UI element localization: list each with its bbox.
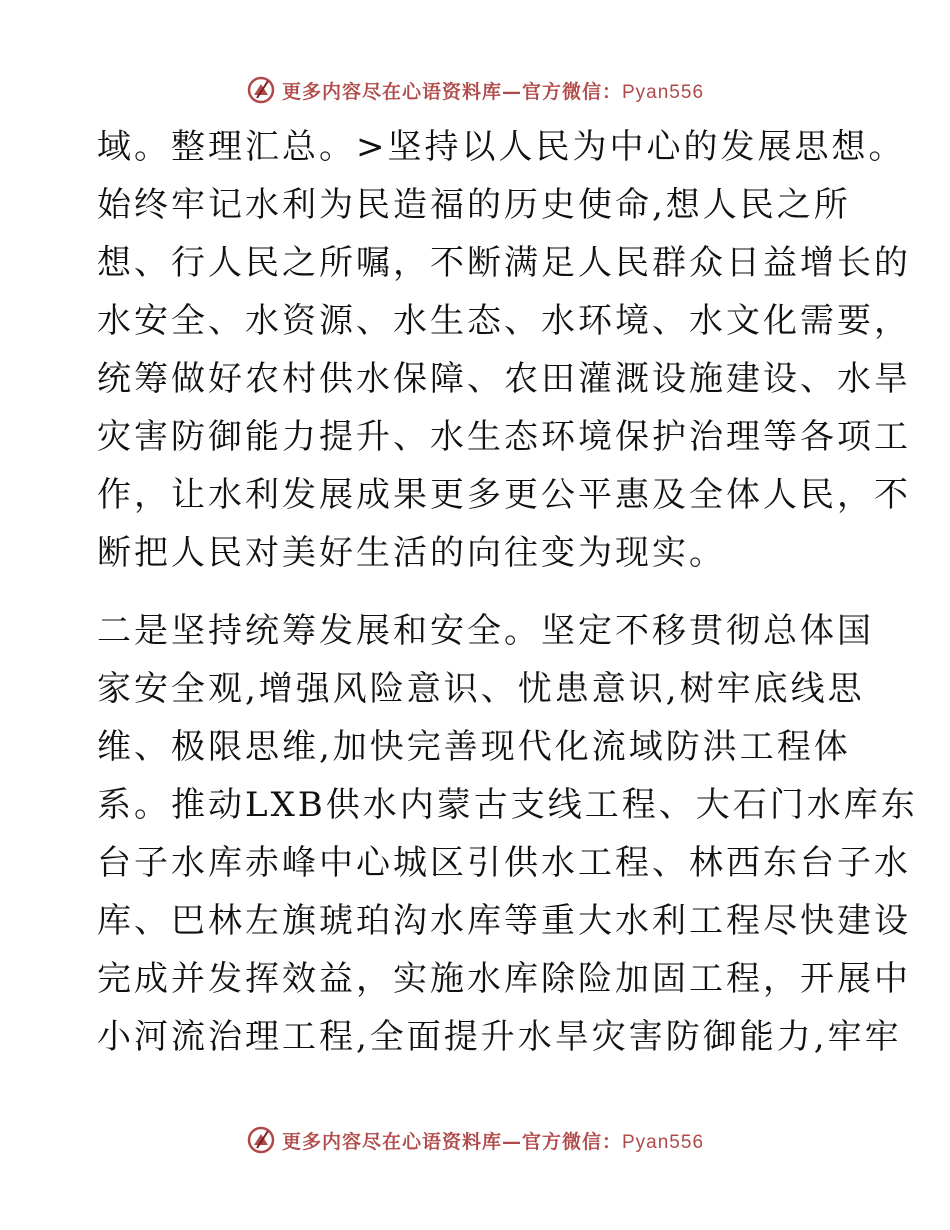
- header-watermark: [0, 70, 950, 110]
- text-line: 系。推动LXB供水内蒙古支线工程、大石门水库东: [97, 785, 918, 825]
- paragraph-1: [97, 118, 911, 582]
- paragraph-2: [97, 602, 918, 1066]
- text-line: 灾害防御能力提升、水生态环境保护治理等各项工: [97, 417, 911, 457]
- text-line: 作，让水利发展成果更多更公平惠及全体人民，不: [97, 475, 911, 515]
- paragraph-gap: [97, 582, 857, 602]
- text-line: 断把人民对美好生活的向往变为现实。: [97, 533, 726, 573]
- text-line: 家安全观,增强风险意识、忧患意识,树牢底线思: [97, 669, 865, 709]
- text-line: 维、极限思维,加快完善现代化流域防洪工程体: [97, 727, 851, 767]
- text-line: 完成并发挥效益，实施水库除险加固工程，开展中: [97, 959, 911, 999]
- watermark-text: 更多内容尽在心语资料库—官方微信：Pyan556: [281, 80, 705, 103]
- text-line: 台子水库赤峰中心城区引供水工程、林西东台子水: [97, 843, 911, 883]
- book-quill-logo-icon: [246, 75, 276, 105]
- text-line: 域。整理汇总。>坚持以人民为中心的发展思想。: [97, 127, 906, 167]
- book-quill-logo-icon: [246, 1125, 276, 1155]
- text-line: 二是坚持统筹发展和安全。坚定不移贯彻总体国: [97, 611, 874, 651]
- watermark-text: 更多内容尽在心语资料库—官方微信：Pyan556: [281, 1130, 705, 1153]
- text-line: 统筹做好农村供水保障、农田灌溉设施建设、水旱: [97, 359, 911, 399]
- text-line: 想、行人民之所嘱，不断满足人民群众日益增长的: [97, 243, 911, 283]
- text-line: 库、巴林左旗琥珀沟水库等重大水利工程尽快建设: [97, 901, 911, 941]
- text-line: 水安全、水资源、水生态、水环境、水文化需要，: [97, 301, 911, 341]
- document-body: [97, 118, 918, 1066]
- footer-watermark: [0, 1120, 950, 1160]
- text-line: 小河流治理工程,全面提升水旱灾害防御能力,牢牢: [97, 1017, 902, 1057]
- text-line: 始终牢记水利为民造福的历史使命,想人民之所: [97, 185, 851, 225]
